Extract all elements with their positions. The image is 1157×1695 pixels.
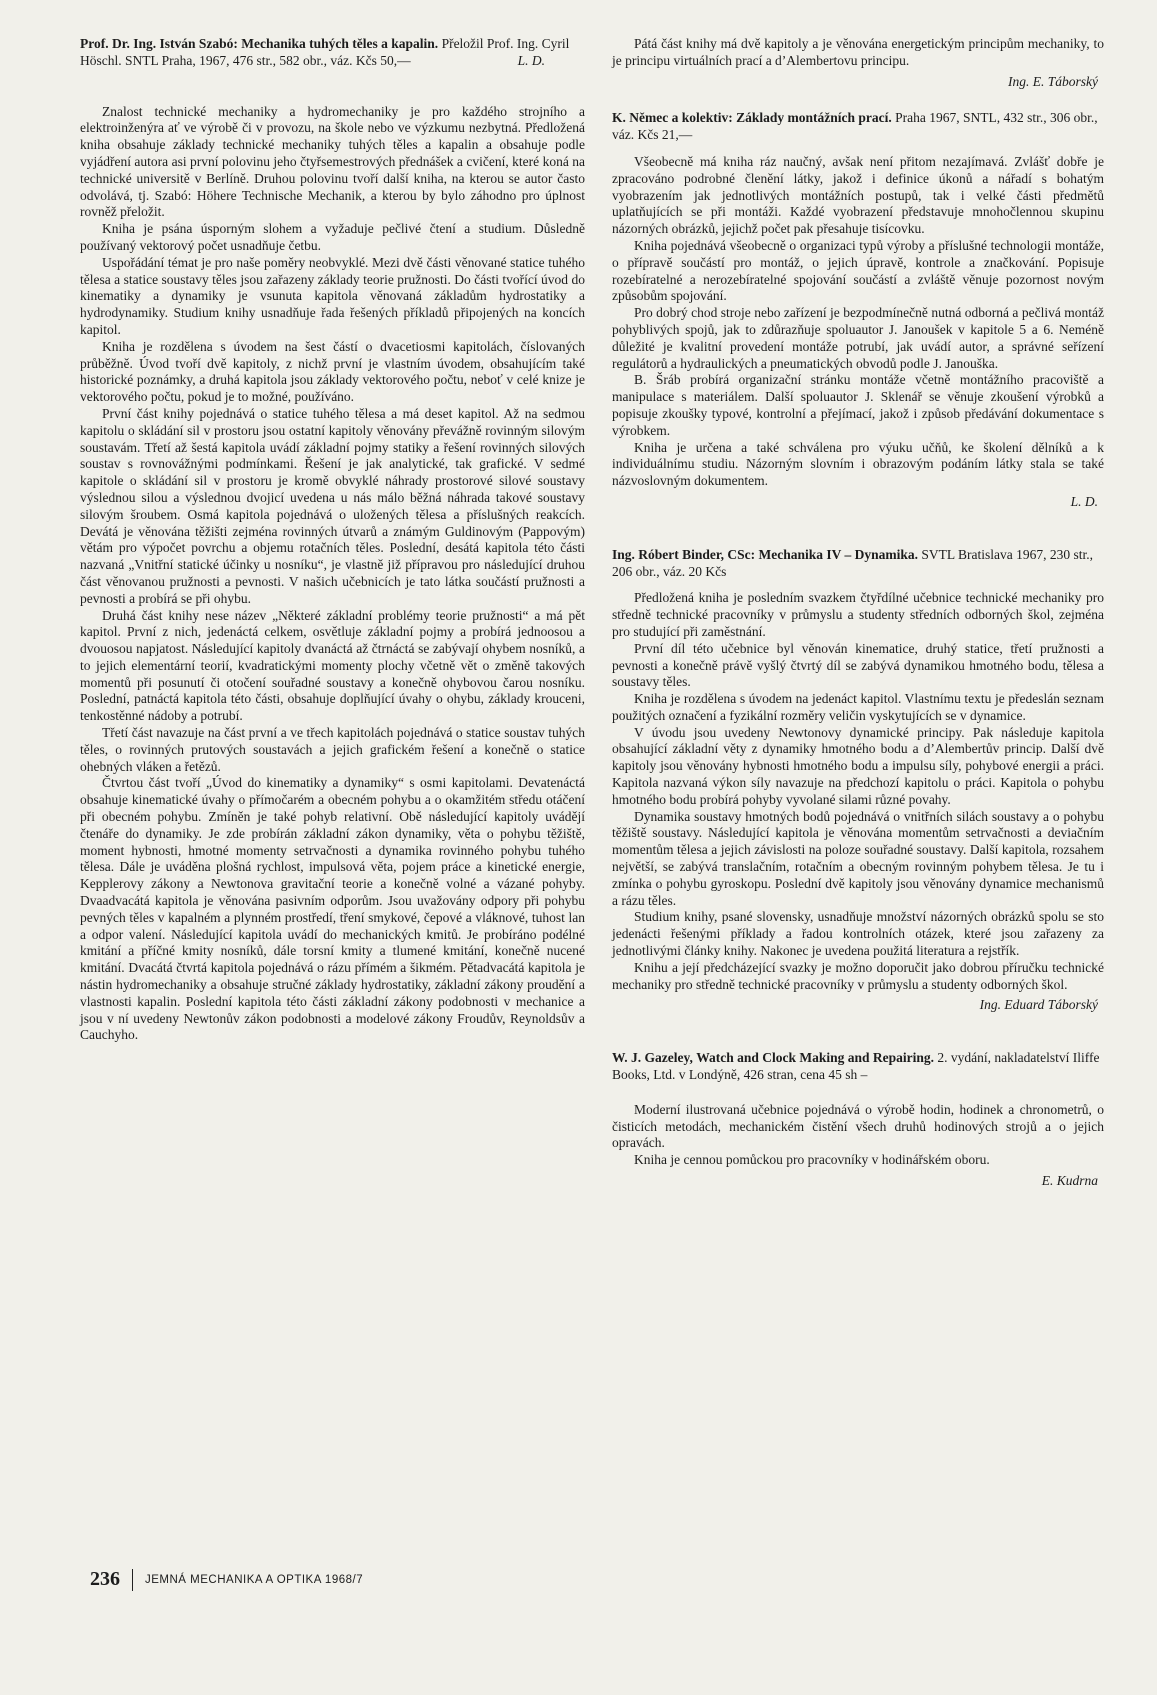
review-heading (80, 36, 585, 70)
review-author: Ing. Róbert Binder, CSc: (612, 546, 756, 562)
review-author: K. Němec a kolektiv: (612, 110, 733, 126)
journal-name: JEMNÁ MECHANIKA A OPTIKA 1968/7 (145, 1573, 364, 1586)
paragraph: Moderní ilustrovaná učebnice pojednává o výrobě hodin, hodinek a chronometrů, o čisticích metodách, mechanickém čistění všech druhů hodinových strojů a o jejich opravách. (612, 1101, 1104, 1151)
review-body (612, 590, 1104, 993)
paragraph: Znalost technické mechaniky a hydromechaniky je pro každého strojního a elektroinženýra ať ve výrobě či v provozu, na škole nebo ve výzkumu nezbytná. Předložená kniha obsahuje základy technické mechaniky tuhých těles a kapalin a obsahuje podle vyjádření autora asi první polovinu jeho čtyřsemestrových přednášek a cvičení, které koná na technické universitě v Berlíně. Druhou polovinu tvoří další kniha, na kterou se autor často odvolává, tj. Szabó: Höhere Technische Mechanik, a kterou by bylo záhodno pro úplnost rovněž přeložit. (80, 103, 585, 220)
paragraph: Kniha je psána úsporným slohem a vyžaduje pečlivé čtení a studium. Důsledně používaný vektorový počet usnadňuje četbu. (80, 221, 585, 253)
review-title: Mechanika IV – Dynamika. (758, 546, 919, 562)
review-heading (612, 110, 1104, 144)
paragraph: Pátá část knihy má dvě kapitoly a je věnována energetickým principům mechaniky, to je principu virtuálních prací a d’Alembertovu principu. (612, 36, 1104, 68)
paragraph: V úvodu jsou uvedeny Newtonovy dynamické principy. Pak následuje kapitola obsahující základní věty z dynamiky hmotného bodu a d’Alembertův princip. Další dvě kapitoly jsou věnovány hybnosti hmotného bodu a impulsu síly, pohybové energii a práci. Kapitola nazvaná výkon síly navazuje na předchozí kapitolu o práci. Kapitola o pohybu hmotného bodu probírá pohyby vyvolané silami různé povahy. (612, 724, 1104, 807)
left-column (80, 36, 585, 1525)
review-signature: E. Kudrna (1041, 1173, 1098, 1189)
paragraph: Pro dobrý chod stroje nebo zařízení je bezpodmínečně nutná odborná a pečlivá montáž pohyblivých spojů, jak to zdůrazňuje spoluautor J. Janoušek v kapitole 5 a 6. Neméně důležité je kvalitní provedení montáže potrubí, jak uvádí autor, a správné seřízení regulátorů a hydraulických a pneumatických obvodů podle J. Janouška. (612, 305, 1104, 371)
review-meta: Praha 1967, SNTL, 432 str., 306 obr., váz. Kčs 21,— (612, 110, 1098, 143)
section-gap (612, 525, 1104, 547)
paragraph: Kniha je rozdělena s úvodem na jedenáct kapitol. Vlastnímu textu je předeslán seznam použitých označení a fyzikální rozměry veličin vyskytujících se v dynamice. (612, 691, 1104, 723)
review-title: Mechanika tuhých těles a kapalin. (241, 36, 439, 51)
paragraph: Knihu a její předcházející svazky je možno doporučit jako dobrou příručku technické mechaniky pro středně technické pracovníky v průmyslu a studenty odborných škol. (612, 959, 1104, 992)
review-signature: Ing. Eduard Táborský (979, 997, 1098, 1013)
review-author: Prof. Dr. Ing. István Szabó: (80, 36, 238, 51)
paragraph: Uspořádání témat je pro naše poměry neobvyklé. Mezi dvě části věnované statice tuhého tělesa a statice soustavy těles jsou zařazeny základy teorie pružnosti. Do části tvořící úvod do kinematiky a dynamiky je vsunuta kapitola věnovaná základům hydrostatiky a hydrodynamiky. Studium knihy usnadňuje řada řešených příkladů připojených na koncích kapitol. (80, 254, 585, 337)
paragraph: Předložená kniha je posledním svazkem čtyřdílné učebnice technické mechaniky pro středně technické pracovníky v průmyslu a studenty středních odborných škol, zejména pro studující při zaměstnání. (612, 590, 1104, 639)
review-nemec (612, 110, 1104, 510)
review-meta: SVTL Bratislava 1967, 230 str., 206 obr., váz. 20 Kčs (612, 546, 1094, 579)
review-heading (612, 1050, 1104, 1084)
footer-divider (132, 1569, 133, 1591)
review-signature: Ing. E. Táborský (1008, 73, 1098, 89)
review-meta: Přeložil Prof. Ing. Cyril Höschl. SNTL Praha, 1967, 476 str., 582 obr., váz. Kčs 50,— (80, 36, 570, 68)
paragraph: První část knihy pojednává o statice tuhého tělesa a má deset kapitol. Až na sedmou kapitolu o skládání sil v prostoru jsou ostatní kapitoly věnovány převážně rovinným silovým soustavám. Třetí až šestá kapitola uvádí základní pojmy statiky a řešení rovinných silových soustav s rovnovážnými podmínkami. Řešení je jak analytické, tak grafické. V sedmé kapitole o skládání sil v prostoru je kromě obvyklé náhrady prostorové silové soustavy výslednou silou a výslednou dvojicí uvedena u nás málo běžná náhrada takové soustavy silovým šroubem. Osmá kapitola pojednává o uložených tělesa a příslušných reakcích. Devátá je věnována těžišti zejména rovinných útvarů a známým Guldinovým (Pappovým) větám pro výpočet povrchu a objemu rotačních těles. Poslední, desátá kapitola této části nazvaná „Vnitřní statické účinky u nosníku“, je vlastně již přípravou pro následující druhou část věnovanou pružnosti a pevnosti. V našich učebnicích je tato látka součástí pružnosti a pevnosti a probírá se při ohybu. (80, 405, 585, 606)
paragraph: Druhá část knihy nese název „Některé základní problémy teorie pružnosti“ a má pět kapitol. První z nich, jedenáctá celkem, osvětluje základní pojmy a probírá jednoosou a dvouosou napjatost. Následující kapitoly dvanáctá až čtrnáctá se zabývají ohybem nosníků, a to jejich elementární teorií, kvadratickými momenty plochy včetně vět o změně takových momentů při posunutí či otočení souřadné soustavy a konečně ohybovou čarou nosníku. Poslední, patnáctá kapitola této části, obsahuje doplňující úvahy o ohybu, základy krouceni, tenkostěnné nádoby a potrubí. (80, 607, 585, 724)
right-column (612, 36, 1104, 1525)
review-szabo (80, 36, 585, 1044)
paragraph: Čtvrtou část tvoří „Úvod do kinematiky a dynamiky“ s osmi kapitolami. Devatenáctá obsahuje kinematické úvahy o přímočarém a obecném pohybu a o okamžitém středu otáčení při obecném pohybu. Zmíněn je také pohyb relativní. Obě následující kapitoly uvádějí čtenáře do dynamiky. Je zde probírán základní zákon dynamiky, věta o pohybu těžiště, moment hybnosti, hmotné momenty setrvačnosti a dynamika rovinného pohybu tuhého tělesa. Dále je uváděna plošná rychlost, impulsová věta, pojem práce a kinetické energie, Kepplerovy zákony a Newtonova gravitační teorie a konečně volné a vázané pohyby. Dvaadvacátá kapitola je věnována pasivním odporům. Jsou uvažovány odpory při pohybu pevných těles v kapalném a plynném prostředí, tření smykové, čepové a vláknové, tuhost lan a odpor valení. Následující kapitola uvádí do mechanických kmitů. Je probíráno podélné kmitání a příčné kmity nosníků, dále torsní kmity a tlumené kmitání, konečně nucené kmitání. Dvacátá čtvrtá kapitola pojednává o rázu přímém a šikmém. Pětadvacátá kapitola je nástin hydromechaniky a obsahuje stručné základy hydrostatiky, základní zákony proudění a vlastnosti kapalin. Poslední kapitola této části základní zákony podobnosti v mechanice a jsou v ní uvedeny Newtonův zákon podobnosti a modelové zákony Froudův, Reynoldsův a Cauchyho. (80, 775, 585, 1043)
paragraph: Kniha je cennou pomůckou pro pracovníky v hodinářském oboru. (634, 1152, 990, 1168)
review-signature: L. D. (517, 52, 545, 68)
review-signature: L. D. (1070, 493, 1098, 509)
paragraph: Dynamika soustavy hmotných bodů pojednává o vnitřních silách soustavy a o pohybu těžiště soustavy. Následující kapitola je věnována momentům setrvačnosti a deviačním momentům tělesa a jejich závislosti na poloze souřadné soustavy. Další kapitola, rozsahem největší, se zabývá translačním, rotačním a obecným rovinným pohybem tělesa. Je tu i zmínka o pohybu gyroskopu. Poslední dvě kapitoly jsou věnovány dynamice mechanismů a rázu těles. (612, 808, 1104, 908)
page-footer (90, 1568, 363, 1591)
review-body (612, 154, 1104, 490)
paragraph: Kniha pojednává všeobecně o organizaci typů výroby a příslušné technologii montáže, o přípravě součástí pro montáž, o jejich úpravě, kontrole a značkování. Popisuje rozebíratelné a nerozebíratelné spojování součástí a zvláště věnuje pozornost novým způsobům spojování. (612, 237, 1104, 304)
review-author: W. J. Gazeley, (612, 1050, 693, 1066)
paragraph: Kniha je rozdělena s úvodem na šest částí o dvacetiosmi kapitolách, číslovaných průběžně. Úvod tvoří dvě kapitoly, z nichž první je vlastním úvodem, obsahujícím také historické poznámky, a druhá kapitola jsou základy vektorového počtu, neboť v celé knize je vektorového počtu, pokud je to možné, používáno. (80, 338, 585, 405)
review-szabo-continued (612, 36, 1104, 90)
paragraph: Třetí část navazuje na část první a ve třech kapitolách pojednává o statice soustav tuhých těles, o rovinných prutových soustavách a jejich grafickém řešení a konečně o statice ohebných vláken a řetězů. (80, 725, 585, 774)
paragraph: Všeobecně má kniha ráz naučný, avšak není přitom nezajímavá. Zvlášť dobře je zpracováno podrobné členění látky, jakož i definice úkonů a nářadí s bohatým vyobrazením jak jednotlivých montážních postupů, tak i velké části předmětů uplatňujících se při montáži. Každé vyobrazení představuje mnohočlennou skupinu názorných obrázků, jejichž počet pak přesahuje tisícovku. (612, 153, 1104, 237)
paragraph: Studium knihy, psané slovensky, usnadňuje množství názorných obrázků spolu se sto jedenácti řešenými příklady a řadou kontrolních otázek, které jsou zařazeny za jednotlivými články knihy. Nakonec je uvedena použitá literatura a rejstřík. (612, 909, 1104, 959)
review-gazeley (612, 1050, 1104, 1190)
review-body (80, 104, 585, 1045)
review-body (612, 1102, 1104, 1169)
review-meta: 2. vydání, nakladatelství Iliffe Books, Ltd. v Londýně, 426 stran, cena 45 sh – (612, 1050, 1100, 1083)
section-gap (612, 1028, 1104, 1050)
review-heading (612, 547, 1104, 581)
review-title: Watch and Clock Making and Repairing. (696, 1050, 935, 1066)
review-title: Základy montážních prací. (736, 110, 892, 126)
paragraph: Kniha je určena a také schválena pro výuku učňů, ke školení dělníků a k individuálnímu studiu. Názorným slovním i obrazovým podáním látky stala se také názvoslovným dokumentem. (612, 439, 1104, 489)
paragraph: První díl této učebnice byl věnován kinematice, druhý statice, třetí pružnosti a pevnosti a konečně právě vyšlý čtvrtý díl se zabývá dynamikou hmotného bodu, tělesa a soustavy těles. (612, 640, 1104, 690)
page-number: 236 (90, 1568, 120, 1590)
paragraph: B. Šráb probírá organizační stránku montáže včetně montážního pracoviště a manipulace s materiálem. Další spoluautor J. Sklenář se věnuje zkoušení výrobků a popisuje zkoušky typové, kontrolní a přejímací, jakož i způsob předávání dokumentace s výrobkem. (612, 372, 1104, 438)
review-binder (612, 547, 1104, 1015)
